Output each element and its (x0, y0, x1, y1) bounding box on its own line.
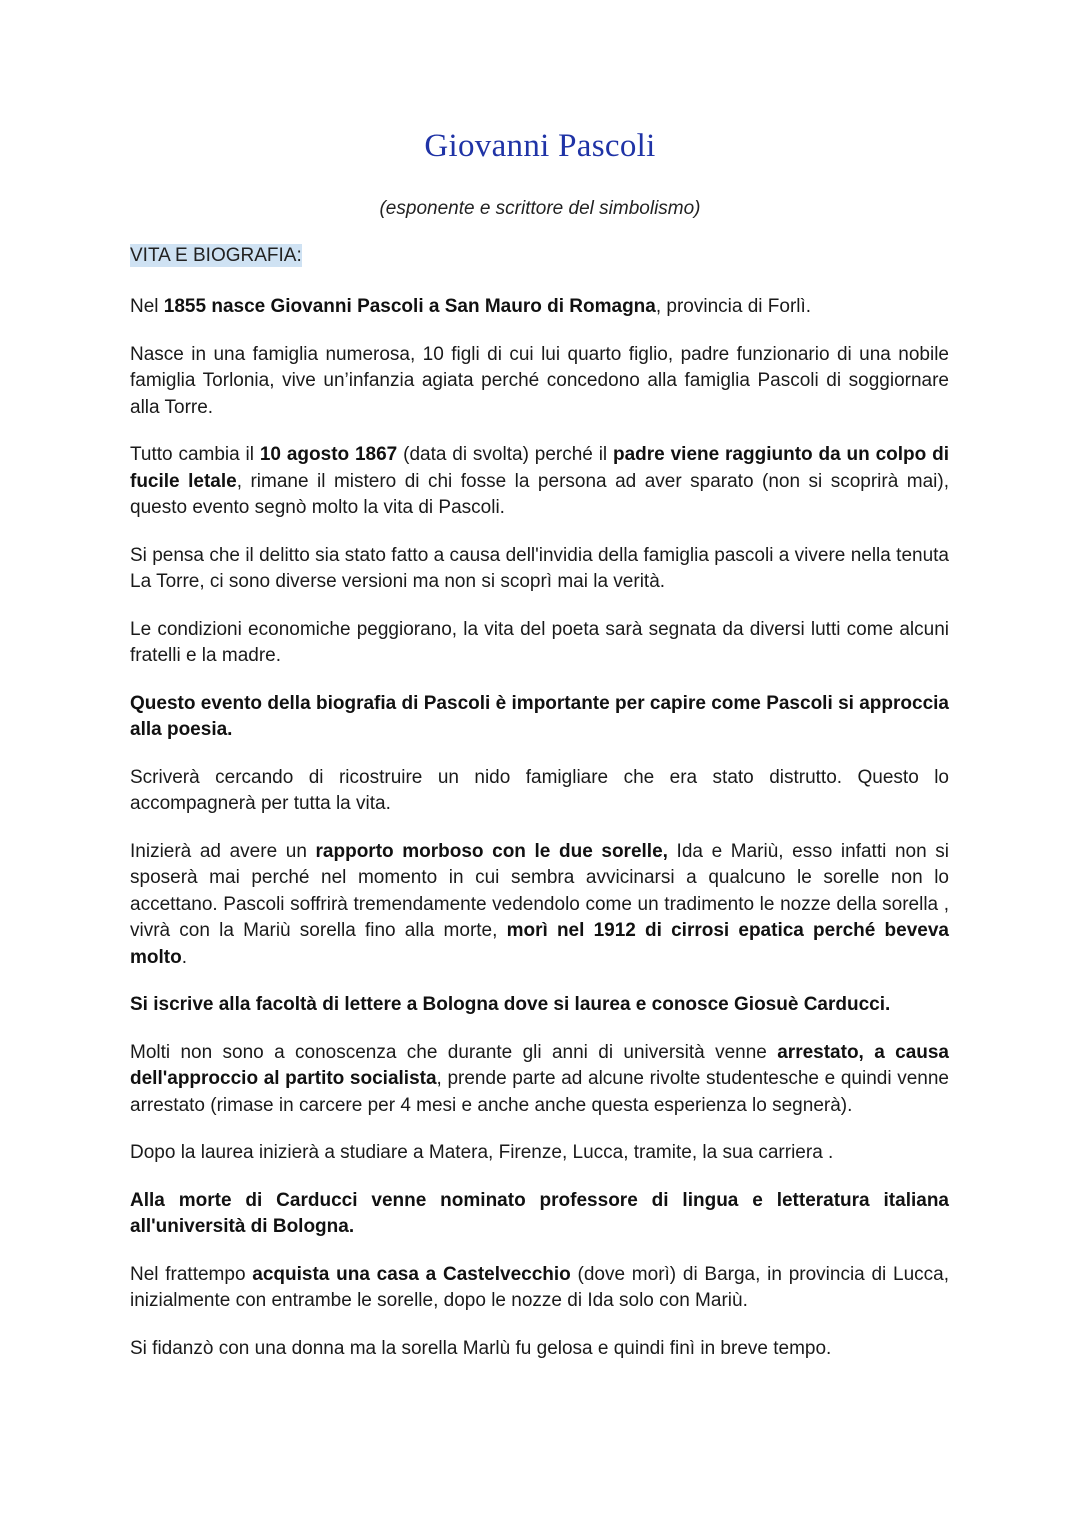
paragraph (130, 839, 949, 972)
text-segment: . (181, 946, 187, 968)
paragraph (130, 617, 949, 670)
bold-text-segment: 1855 nasce Giovanni Pascoli a San Mauro di Romagna (163, 296, 656, 317)
section-heading-text[interactable]: VITA E BIOGRAFIA: (130, 245, 302, 266)
text-segment: Molti non sono a conoscenza che durante gli anni di università venne (130, 1041, 778, 1063)
document-title: Giovanni Pascoli (424, 128, 656, 164)
paragraph (130, 992, 949, 1019)
bold-text-segment: Alla morte di Carducci venne nominato professore di lingua e letteratura italiana all'università di Bologna. (130, 1189, 949, 1237)
text-segment: (data di svolta) perché il (397, 444, 613, 465)
text-segment: Scriverà cercando di ricostruire un nido famigliare che era stato distrutto. Questo lo accompagnerà per tutta la vita. (130, 766, 949, 814)
text-segment: Ida e Mariù, esso infatti non si sposerà mai perché nel momento in cui sembra avvicinarsi a qualcuno le sorelle non lo accettano. Pascoli soffrirà tremendamente vedendolo come un tradimento le nozze della sorella , vivrà con la Mariù sorella fino alla morte, (130, 840, 949, 941)
paragraph (130, 342, 949, 422)
paragraph (130, 1140, 949, 1167)
bold-text-segment: acquista una casa a Castelvecchio (252, 1263, 571, 1285)
bold-text-segment: rapporto morboso con le due sorelle, (315, 840, 668, 862)
text-segment: , prende parte ad alcune rivolte studentesche e quindi venne arrestato (rimase in carcere per 4 mesi e anche anche questa esperienza lo segnerà). (130, 1068, 949, 1116)
document-subtitle: (esponente e scrittore del simbolismo) (379, 198, 701, 219)
section-heading[interactable] (130, 245, 302, 267)
bold-text-segment: arrestato, a causa dell'approccio al partito socialista (130, 1041, 949, 1089)
document-body (130, 294, 949, 1383)
bold-text-segment: 10 agosto 1867 (259, 444, 398, 465)
paragraph (130, 1040, 949, 1120)
bold-text-segment: morì nel 1912 di cirrosi epatica perché beveva molto (130, 920, 949, 968)
text-segment: (dove morì) di Barga, in provincia di Lucca, inizialmente con entrambe le sorelle, dopo le nozze di Ida solo con Mariù. (130, 1263, 950, 1311)
paragraph (130, 765, 949, 818)
paragraph (130, 1188, 949, 1241)
paragraph (130, 294, 949, 321)
text-segment: , provincia di Forlì. (655, 296, 812, 317)
paragraph (130, 442, 949, 522)
text-segment: Inizierà ad avere un (130, 840, 316, 862)
bold-text-segment: padre viene raggiunto da un colpo di fucile letale (130, 444, 949, 492)
text-segment: Si fidanzò con una donna ma la sorella Marlù fu gelosa e quindi finì in breve tempo. (130, 1337, 832, 1359)
text-segment: Nasce in una famiglia numerosa, 10 figli di cui lui quarto figlio, padre funzionario di una nobile famiglia Torlonia, vive un’infanzia agiata perché concedono alla famiglia Pascoli di soggiornare alla Torre. (130, 343, 949, 418)
paragraph (130, 691, 949, 744)
text-segment: Nel (130, 296, 164, 317)
paragraph (130, 1262, 949, 1315)
text-segment: Nel frattempo (130, 1263, 253, 1285)
paragraph (130, 543, 949, 596)
text-segment: Si pensa che il delitto sia stato fatto a causa dell'invidia della famiglia pascoli a vivere nella tenuta La Torre, ci sono diverse versioni ma non si scoprì mai la verità. (130, 544, 949, 592)
bold-text-segment: Questo evento della biografia di Pascoli è importante per capire come Pascoli si approccia alla poesia. (130, 692, 949, 740)
text-segment: , rimane il mistero di chi fosse la persona ad aver sparato (non si scoprirà mai), questo evento segnò molto la vita di Pascoli. (130, 470, 949, 518)
text-segment: Dopo la laurea inizierà a studiare a Matera, Firenze, Lucca, tramite, la sua carriera . (130, 1142, 834, 1163)
bold-text-segment: Si iscrive alla facoltà di lettere a Bologna dove si laurea e conosce Giosuè Carducci. (130, 994, 891, 1015)
text-segment: Tutto cambia il (130, 444, 260, 465)
paragraph (130, 1336, 949, 1363)
text-segment: Le condizioni economiche peggiorano, la vita del poeta sarà segnata da diversi lutti come alcuni fratelli e la madre. (130, 618, 949, 666)
